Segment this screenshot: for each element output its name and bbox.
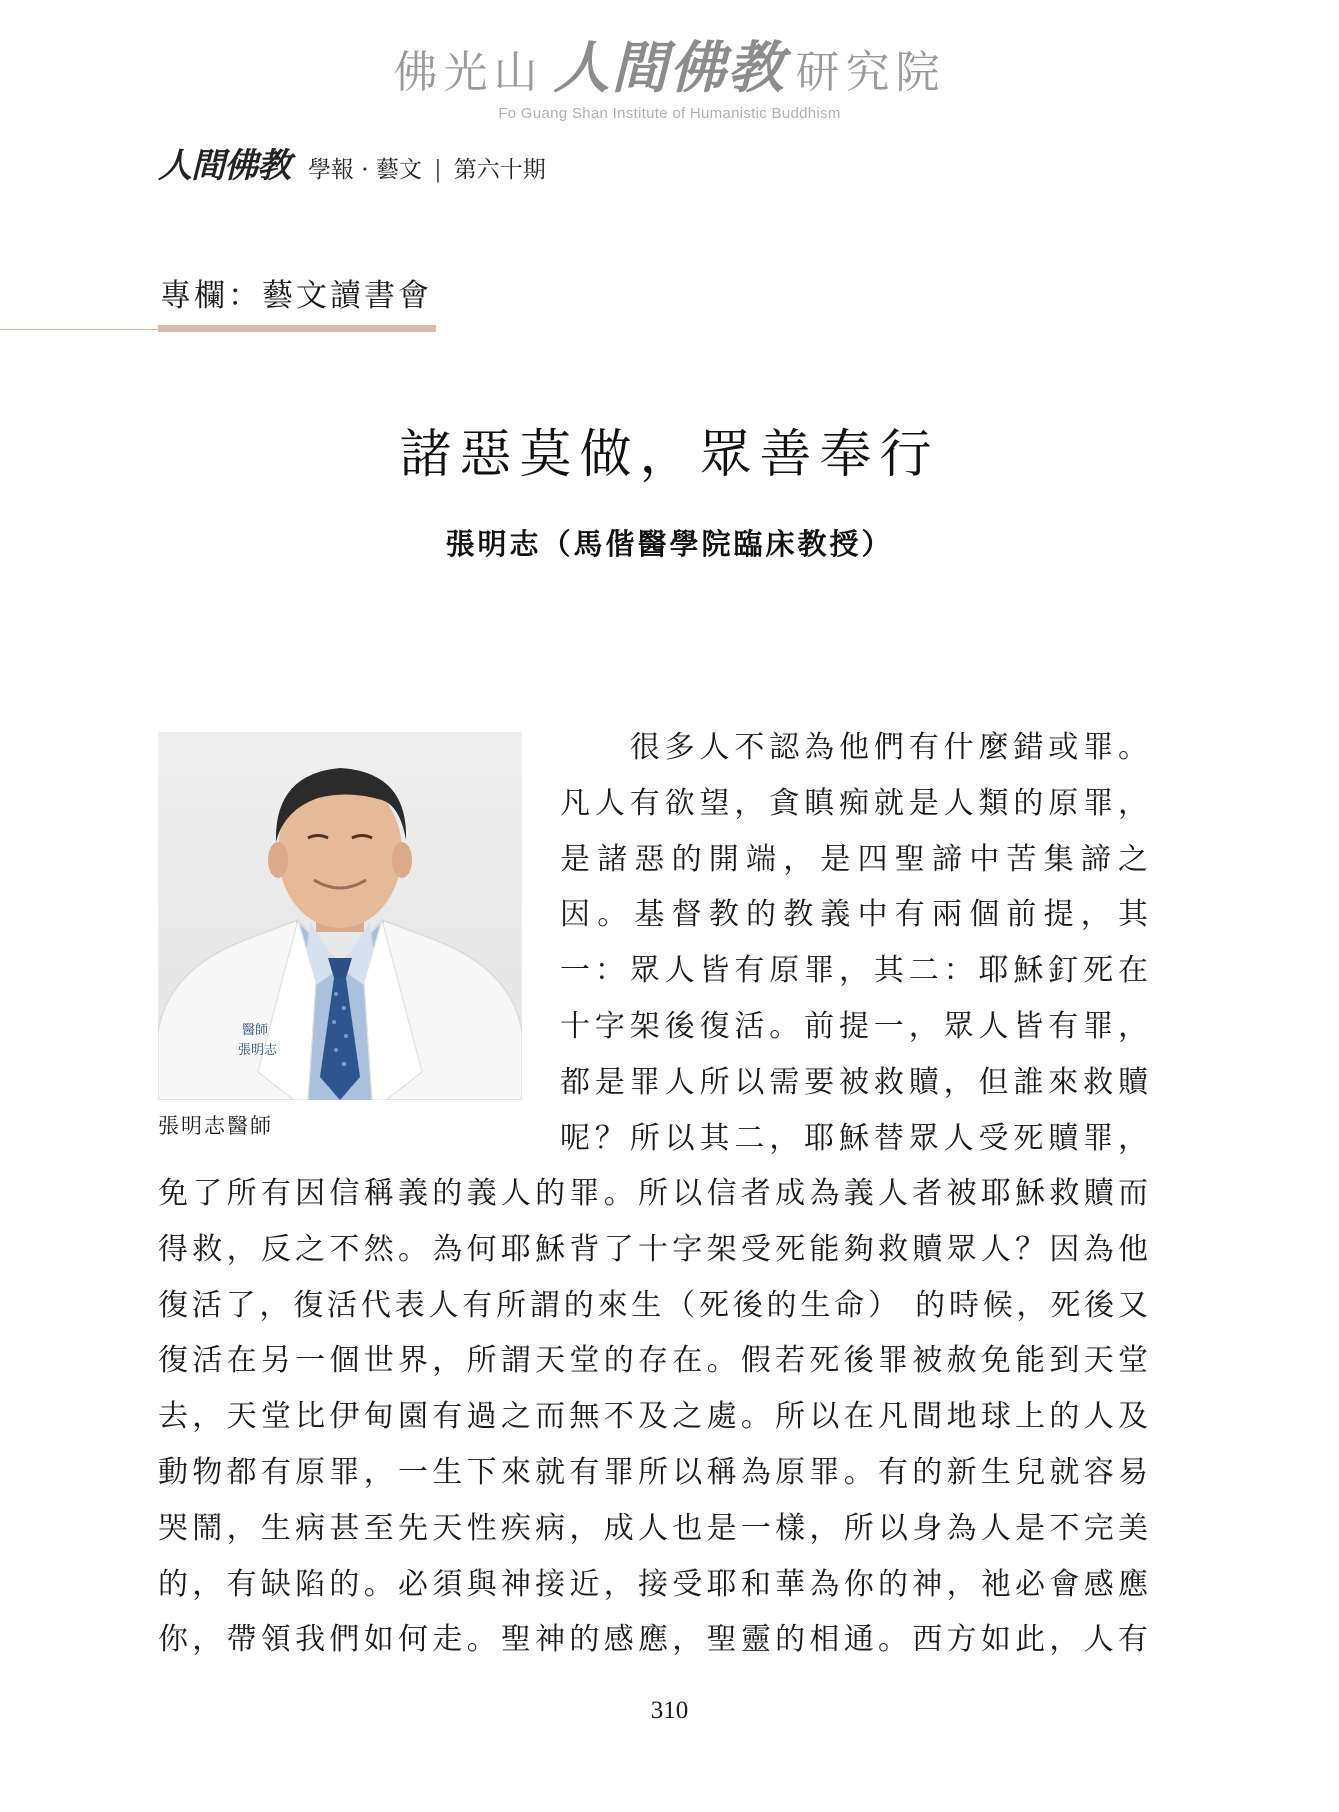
body-line: 哭鬧，生病甚至先天性疾病，成人也是一樣，所以身為人是不完美 xyxy=(158,1510,1148,1546)
body-line: 復活了，復活代表人有所謂的來生（死後的生命） 的時候，死後又 xyxy=(158,1287,1148,1323)
institute-title xyxy=(0,35,1339,103)
journal-brand-logo: 人間佛教 xyxy=(158,146,290,186)
institute-brand-logo: 人間佛教 xyxy=(553,35,786,101)
body-line: 因。基督教的教義中有兩個前提，其 xyxy=(560,897,1148,933)
journal-issue: 第六十期 xyxy=(453,157,546,183)
body-line: 呢？所以其二，耶穌替眾人受死贖罪， xyxy=(560,1120,1148,1156)
column-label: 專欄：藝文讀書會 xyxy=(160,278,432,314)
journal-separator: | xyxy=(433,157,442,183)
column-rule xyxy=(158,325,436,332)
body-full-paragraph xyxy=(158,1166,1148,1668)
article-title: 諸惡莫做，眾善奉行 xyxy=(399,425,940,485)
body-line: 復活在另一個世界，所謂天堂的存在。假若死後罪被赦免能到天堂 xyxy=(158,1343,1148,1379)
portrait-illustration xyxy=(158,732,522,1100)
journal-running-head xyxy=(158,138,546,187)
body-line: 你，帶領我們如何走。聖神的感應，聖靈的相通。西方如此，人有 xyxy=(158,1622,1148,1658)
page-number: 310 xyxy=(650,1697,689,1724)
body-line: 得救，反之不然。為何耶穌背了十字架受死能夠救贖眾人？因為他 xyxy=(158,1231,1148,1267)
journal-name: 學報 · 藝文 xyxy=(308,157,422,183)
institute-prefix: 佛光山 xyxy=(393,47,544,98)
column-rule-thin xyxy=(0,329,158,330)
body-line: 動物都有原罪，一生下來就有罪所以稱為原罪。有的新生兒就容易 xyxy=(158,1454,1148,1490)
portrait-caption: 張明志醫師 xyxy=(158,1114,273,1138)
author-portrait xyxy=(158,732,522,1100)
body-line: 都是罪人所以需要被救贖，但誰來救贖 xyxy=(560,1064,1148,1100)
body-wrapped-paragraph xyxy=(560,720,1148,1166)
body-line: 十字架後復活。前提一，眾人皆有罪， xyxy=(560,1008,1148,1044)
body-line: 是諸惡的開端，是四聖諦中苦集諦之 xyxy=(560,841,1148,877)
article-byline: 張明志（馬偕醫學院臨床教授） xyxy=(445,527,894,561)
svg-text:醫師: 醫師 xyxy=(242,1023,269,1038)
body-line: 一：眾人皆有原罪，其二：耶穌釘死在 xyxy=(560,953,1148,989)
institute-english-name: Fo Guang Shan Institute of Humanistic Buddhism xyxy=(498,105,841,122)
body-line: 凡人有欲望，貪瞋痴就是人類的原罪， xyxy=(560,785,1148,821)
svg-text:張明志: 張明志 xyxy=(238,1043,278,1058)
body-line: 去，天堂比伊甸園有過之而無不及之處。所以在凡間地球上的人及 xyxy=(158,1399,1148,1435)
body-line: 免了所有因信稱義的義人的罪。所以信者成為義人者被耶穌救贖而 xyxy=(158,1176,1148,1211)
body-line: 很多人不認為他們有什麼錯或罪。 xyxy=(560,730,1148,765)
institute-header xyxy=(0,35,1339,122)
body-line: 的，有缺陷的。必須與神接近，接受耶和華為你的神，祂必會感應 xyxy=(158,1566,1148,1602)
institute-suffix: 研究院 xyxy=(795,47,946,98)
